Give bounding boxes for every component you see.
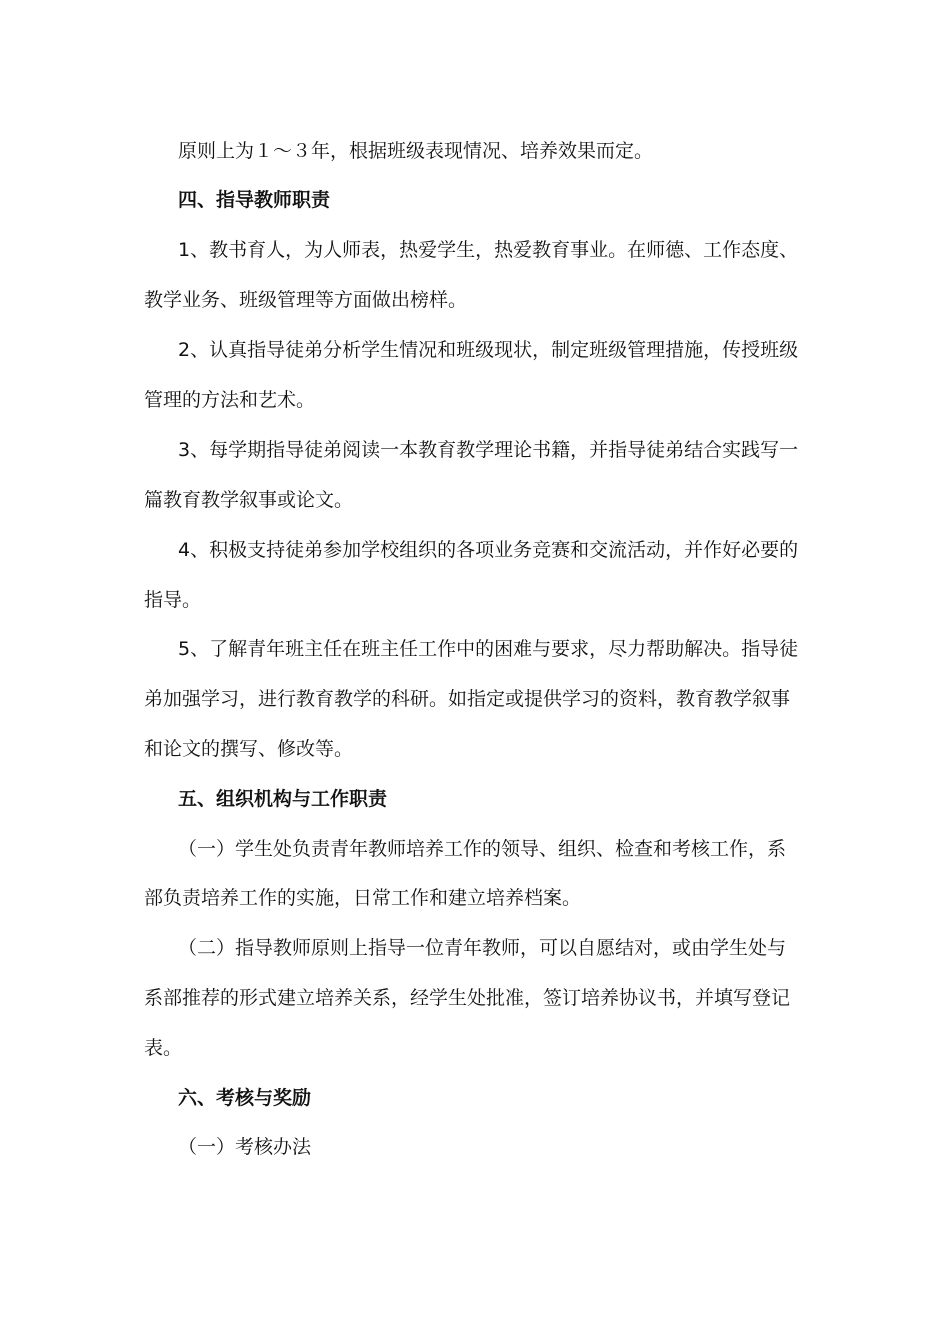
paragraph-line: 1、教书育人，为人师表，热爱学生，热爱教育事业。在师德、工作态度、 — [178, 239, 799, 261]
section-heading-assessment: 六、考核与奖励 — [178, 1087, 312, 1109]
paragraph-line: 弟加强学习，进行教育教学的科研。如指定或提供学习的资料，教育教学叙事 — [144, 688, 791, 710]
paragraph-line: （一）考核办法 — [178, 1136, 312, 1158]
paragraph-line: （一）学生处负责青年教师培养工作的领导、组织、检查和考核工作，系 — [178, 838, 787, 860]
paragraph-line: 和论文的撰写、修改等。 — [144, 738, 354, 760]
paragraph-line: 表。 — [144, 1037, 183, 1059]
section-heading-organization: 五、组织机构与工作职责 — [178, 788, 388, 810]
paragraph-line: 5、了解青年班主任在班主任工作中的困难与要求，尽力帮助解决。指导徒 — [178, 638, 799, 660]
paragraph-line: 部负责培养工作的实施，日常工作和建立培养档案。 — [144, 887, 582, 909]
section-heading-duties: 四、指导教师职责 — [178, 189, 331, 211]
paragraph-line: 4、积极支持徒弟参加学校组织的各项业务竞赛和交流活动，并作好必要的 — [178, 539, 799, 561]
paragraph-line: 2、认真指导徒弟分析学生情况和班级现状，制定班级管理措施，传授班级 — [178, 339, 799, 361]
paragraph-line: 教学业务、班级管理等方面做出榜样。 — [144, 289, 468, 311]
paragraph-line: 管理的方法和艺术。 — [144, 389, 316, 411]
paragraph-line: 篇教育教学叙事或论文。 — [144, 489, 354, 511]
paragraph-line: 原则上为１～３年，根据班级表现情况、培养效果而定。 — [178, 140, 654, 162]
paragraph-line: 指导。 — [144, 589, 202, 611]
paragraph-line: 系部推荐的形式建立培养关系，经学生处批准，签订培养协议书，并填写登记 — [144, 987, 791, 1009]
paragraph-line: 3、每学期指导徒弟阅读一本教育教学理论书籍，并指导徒弟结合实践写一 — [178, 439, 799, 461]
paragraph-line: （二）指导教师原则上指导一位青年教师，可以自愿结对，或由学生处与 — [178, 937, 787, 959]
